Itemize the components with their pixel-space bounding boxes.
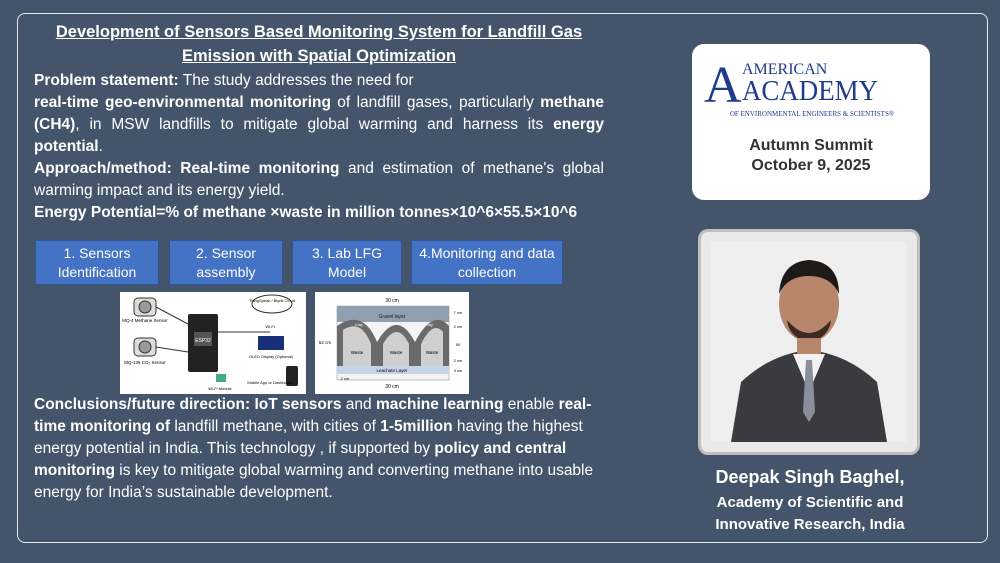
conclusions [34, 394, 604, 504]
waste-label-1: Waste [350, 350, 364, 355]
problem-bold-2: methane (CH4) [34, 94, 604, 133]
conclusion-bold-5: policy and central monitoring [34, 440, 567, 479]
conclusion-bold-3: real-time monitoring of [34, 396, 592, 435]
module-label: Wi-Fi Module [208, 386, 232, 391]
circuit-svg [120, 292, 306, 394]
affiliation-line-1: Academy of Scientific and [716, 494, 904, 511]
problem-bold-1: real-time geo-environmental monitoring [34, 94, 331, 111]
mobile-label: Mobile App or Dashboard [247, 380, 293, 385]
waste-label-2: Waste [389, 350, 403, 355]
logo-american: AMERICAN [742, 61, 828, 78]
mq4-label: MQ-4 Methane Sensor [122, 318, 168, 323]
event-date: October 9, 2025 [751, 157, 871, 174]
title-line-1: Development of Sensors Based Monitoring System for Landfill Gas [55, 23, 583, 41]
problem-text-4: . [98, 138, 103, 155]
top-dim: 30 cm [385, 298, 399, 304]
conclusion-text-3: landfill methane, with cities of [170, 418, 381, 435]
gravel-label: Gravel layer [378, 314, 406, 320]
aaees-logo [702, 52, 922, 120]
waste-label-3: Waste [425, 350, 439, 355]
leachate-label: Leachate Layer [376, 368, 408, 373]
step-4: 4.Monitoring and data collection [411, 240, 563, 285]
presenter-photo-frame [698, 229, 920, 455]
conclusion-bold-4: 1-5million [380, 418, 453, 435]
energy-label: Energy Potential= [34, 204, 166, 221]
title-line-2: Emission with Spatial Optimization [181, 47, 457, 65]
approach-bold: Real-time monitoring [171, 160, 340, 177]
dim-3: 50 [455, 342, 461, 347]
energy-formula [34, 202, 604, 224]
logo-academy: ACADEMY [742, 76, 878, 107]
oled-label: OLED Display (Optional) [249, 354, 293, 359]
height-dim: 62 cm [318, 340, 332, 345]
event-card [692, 44, 930, 200]
energy-formula-text: % of methane ×waste in million tonnes×10^6×55.5×10^6 [165, 204, 578, 221]
conclusion-text-1: and [341, 396, 376, 413]
clay-label-1: Clay [355, 322, 364, 327]
mq135-label: MQ-135 CO₂ Sensor [124, 360, 166, 365]
bottom-dim: 30 cm [385, 384, 399, 390]
approach-method [34, 158, 604, 202]
sensor-circuit-diagram [120, 292, 306, 394]
problem-statement-body [34, 92, 604, 158]
conclusion-bold-1: IoT sensors [250, 396, 342, 413]
approach-label: Approach/method: [34, 160, 172, 177]
problem-text-2: of landfill gases, particularly [330, 94, 541, 111]
dim-4: 2 cm [453, 358, 463, 363]
step-1: 1. Sensors Identification [35, 240, 159, 285]
conclusion-label: Conclusions/future direction: [34, 396, 251, 413]
esp32-label: ESP32 [195, 338, 211, 344]
conclusion-text-4: having the highest energy potential in India. This technology , if supported by [34, 418, 583, 457]
logo-big-a: A [704, 57, 742, 114]
problem-bold-3: energy potential [34, 116, 604, 155]
step-3: 3. Lab LFG Model [292, 240, 402, 285]
clay-label-2: Clay [425, 322, 434, 327]
presenter-photo [711, 242, 907, 442]
cloud-label: ThingSpeak / Blynk Cloud [248, 298, 296, 303]
event-name: Autumn Summit [749, 137, 873, 154]
conclusion-bold-2: machine learning [375, 396, 504, 413]
poster-title [34, 20, 604, 68]
left-column [34, 20, 604, 224]
problem-text-1: The study addresses the need for [178, 72, 414, 89]
wifi-label: Wi-Fi [265, 324, 275, 329]
dim-2: 2 cm [453, 324, 463, 329]
presenter-affiliation [670, 492, 950, 536]
method-steps [35, 240, 565, 286]
approach-text: and estimation of methane's global warming impact and its energy yield. [34, 160, 604, 199]
dim-1: 7 cm [453, 310, 463, 315]
step-2: 2. Sensor assembly [169, 240, 283, 285]
conclusion-text-2: enable [503, 396, 559, 413]
affiliation-line-2: Innovative Research, India [715, 516, 905, 533]
dim-5: 3 cm [453, 368, 463, 373]
landfill-svg [315, 292, 469, 394]
problem-label: Problem statement: [34, 72, 179, 89]
landfill-model-diagram [315, 292, 469, 394]
problem-statement [34, 70, 604, 92]
conclusion-text-5: is key to mitigate global warming and converting methane into usable energy for India’s sustainable development. [34, 462, 594, 501]
event-info [692, 136, 930, 176]
bottom-left-dim: 2 cm [340, 376, 350, 381]
presenter-name: Deepak Singh Baghel, [715, 467, 905, 487]
logo-subtitle: OF ENVIRONMENTAL ENGINEERS & SCIENTISTS® [729, 110, 895, 118]
problem-text-3: , in MSW landfills to mitigate global warming and harness its [75, 116, 554, 133]
